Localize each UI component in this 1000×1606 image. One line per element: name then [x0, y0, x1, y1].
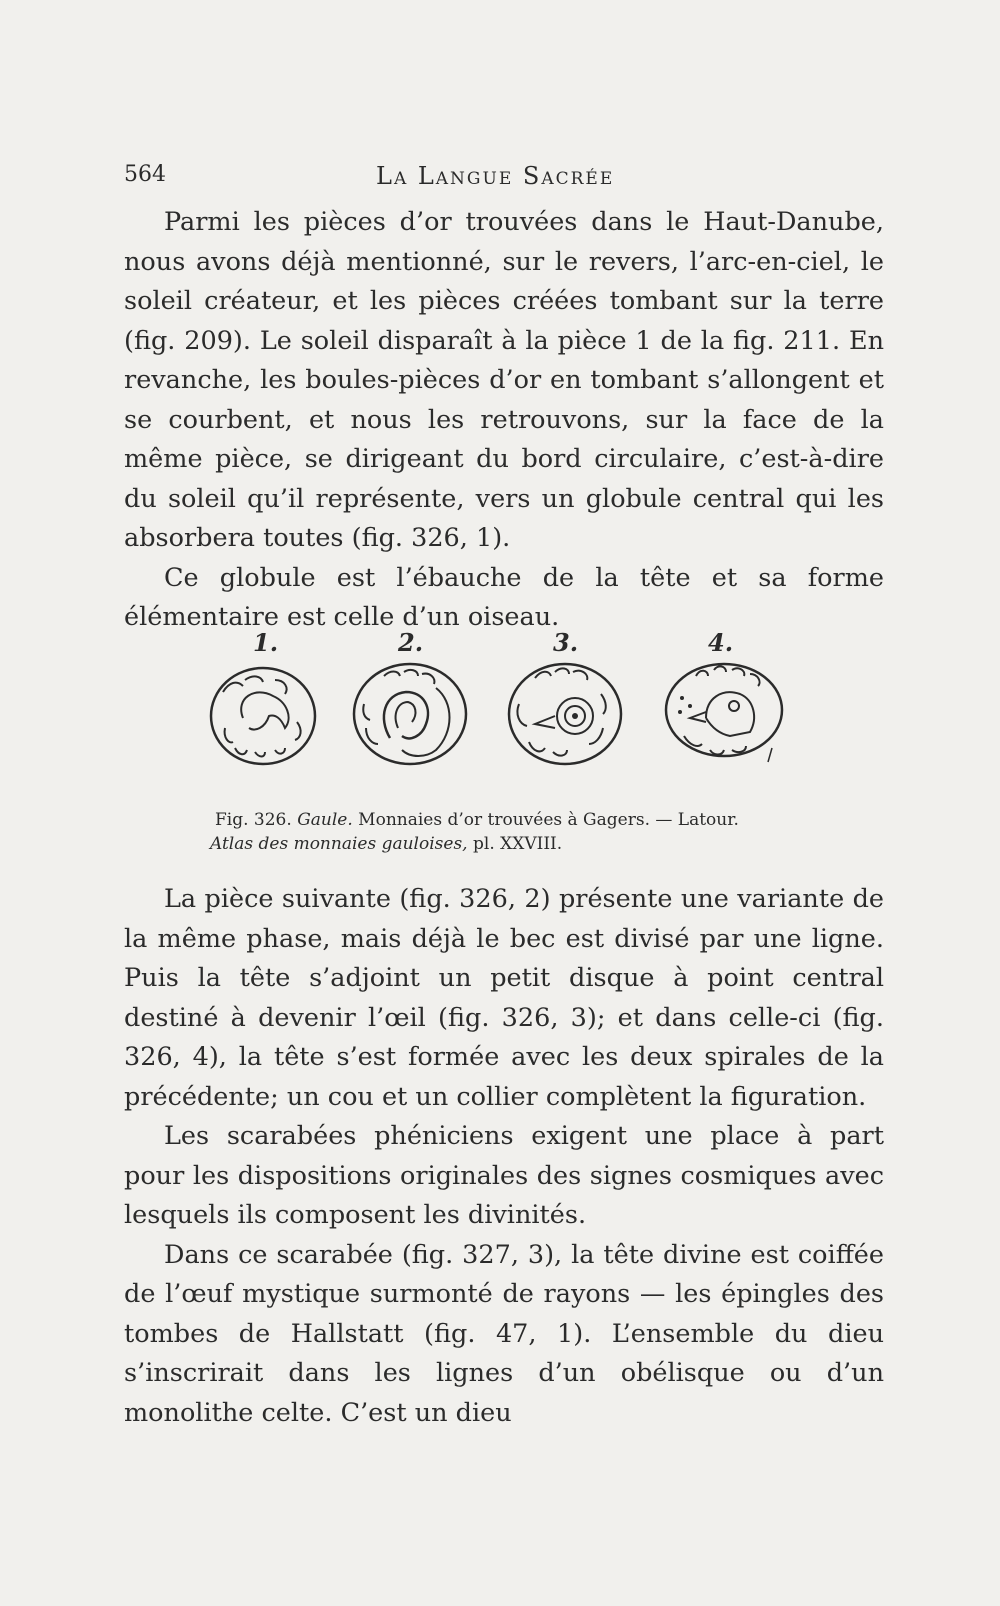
paragraph: Les scarabées phéniciens exigent une place à part pour les dispositions originales des signes cosmiques avec lesquels ils composent les divinités. [124, 1121, 884, 1230]
coin-figure [205, 628, 815, 788]
text-block-top [124, 203, 884, 638]
coin-1 [205, 628, 335, 788]
coin-illustration [350, 658, 470, 768]
caption-place: Gaule. [297, 810, 353, 830]
coin-number: 2. [398, 628, 424, 657]
coin-2 [350, 628, 480, 788]
coin-4 [660, 628, 790, 788]
caption-description: Monnaies d’or trouvées à Gagers. — Latour. [358, 810, 739, 830]
page-number: 564 [124, 162, 166, 187]
caption-source-title: Atlas des monnaies gauloises, [210, 834, 468, 854]
caption-plate: pl. XXVIII. [473, 834, 563, 854]
coin-3 [505, 628, 635, 788]
paragraph: Ce globule est l’ébauche de la tête et sa forme élémentaire est celle d’un oiseau. [124, 562, 884, 632]
paragraph: La pièce suivante (fig. 326, 2) présente une variante de la même phase, mais déjà le bec est divisé par une ligne. Puis la tête s’adjoint un petit disque à point central destiné à devenir l’œil (fig. 326, 3); et dans celle-ci (fig. 326, 4), la tête s’est formée avec les deux spirales de la précédente; un cou et un collier complètent la figuration. [124, 884, 884, 1112]
coin-number: 3. [553, 628, 579, 657]
paragraph: Parmi les pièces d’or trouvées dans le Haut-Danube, nous avons déjà mentionné, sur le revers, l’arc-en-ciel, le soleil créateur, et les pièces créées tombant sur la terre (fig. 209). Le soleil disparaît à la pièce 1 de la fig. 211. En revanche, les boules-pièces d’or en tombant s’allongent et se courbent, et nous les retrouvons, sur la face de la même pièce, se dirigeant du bord circulaire, c’est-à-dire du soleil qu’il représente, vers un globule central qui les absorbera toutes (fig. 326, 1). [124, 207, 884, 553]
page-header [124, 162, 884, 202]
figure-caption [210, 808, 815, 856]
paragraph: Dans ce scarabée (fig. 327, 3), la tête divine est coiffée de l’œuf mystique surmonté de rayons — les épingles des tombes de Hallstatt (fig. 47, 1). L’ensemble du dieu s’inscrirait dans les lignes d’un obélisque ou d’un monolithe celte. C’est un dieu [124, 1239, 884, 1428]
coin-illustration [205, 658, 325, 768]
coin-illustration [660, 658, 790, 768]
coin-number: 4. [708, 628, 734, 657]
running-title: La Langue Sacrée [376, 162, 615, 190]
coin-illustration [505, 658, 625, 768]
text-block-bottom [124, 880, 884, 1433]
coin-number: 1. [253, 628, 279, 657]
caption-fig-label: Fig. 326. [215, 810, 292, 830]
